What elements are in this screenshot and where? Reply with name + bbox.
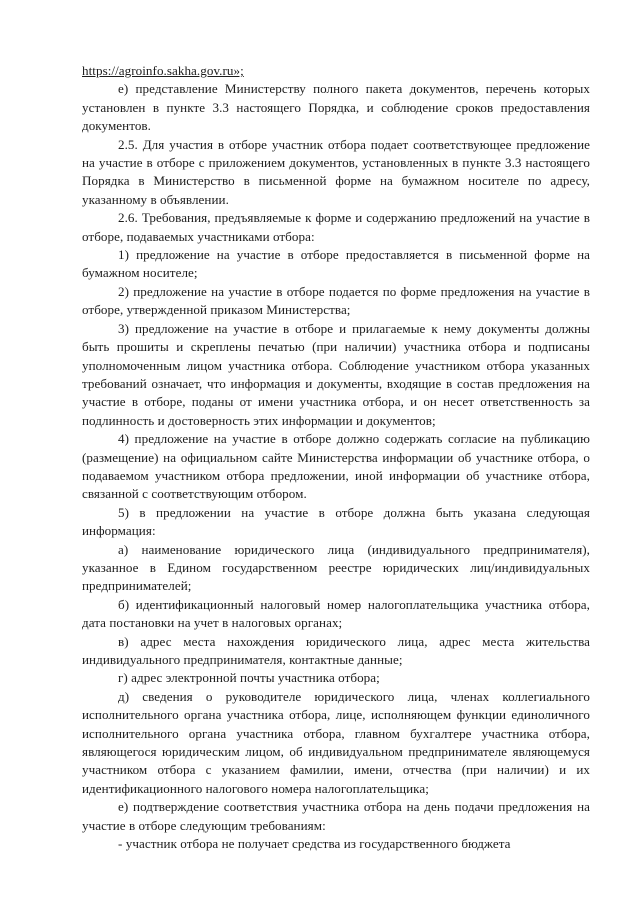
paragraph-info-b: б) идентификационный налоговый номер налогоплательщика участника отбора, дата постановки на учет в налоговых органах; xyxy=(82,596,590,631)
paragraph-requirement-dash: - участник отбора не получает средства из государственного бюджета xyxy=(118,836,511,852)
paragraph-info-v: в) адрес места нахождения юридического лица, адрес места жительства индивидуального предпринимателя, контактные данные; xyxy=(82,633,590,667)
paragraph-2-6: 2.6. Требования, предъявляемые к форме и содержанию предложений на участие в отборе, подаваемых участниками отбора: xyxy=(82,210,590,244)
paragraph-2-5: 2.5. Для участия в отборе участник отбора подает соответствующее предложение на участие в отборе с приложением документов, установленных в пункте 3.3 настоящего Порядка в Министерство в письменной форме на бумажном носителе по адресу, указанному в объявлении. xyxy=(82,136,590,207)
document-body xyxy=(82,62,590,853)
paragraph-req-1: 1) предложение на участие в отборе предоставляется в письменной форме на бумажном носителе; xyxy=(82,247,590,281)
paragraph-req-5: 5) в предложении на участие в отборе должна быть указана следующая информация: xyxy=(82,504,590,539)
paragraph-info-a: а) наименование юридического лица (индивидуального предпринимателя), указанное в Едином государственном реестре юридических лиц/индивидуальных предпринимателей; xyxy=(82,541,590,594)
paragraph-req-4: 4) предложение на участие в отборе должно содержать согласие на публикацию (размещение) на официальном сайте Министерства информации об участнике отбора, о подаваемом участником отбора предложении, иной информации об участнике отбора, связанной с соответствующим отбором. xyxy=(82,431,590,502)
paragraph-req-2: 2) предложение на участие в отборе подается по форме предложения на участие в отборе, утвержденной приказом Министерства; xyxy=(82,283,590,318)
paragraph-item-e-documents: е) представление Министерству полного пакета документов, перечень которых установлен в пункте 3.3 настоящего Порядка, и соблюдение сроков предоставления документов. xyxy=(82,81,590,134)
paragraph-info-d: д) сведения о руководителе юридического лица, членах коллегиального исполнительного органа участника отбора, лице, исполняющем функции единоличного исполнительного органа участника отбора, главном бухгалтере участника отбора, являющегося юридическим лицом, об индивидуальном предпринимателе являющемуся участником отбора с указанием фамилии, имени, отчества (при наличии) и их идентификационного налогового номера налогоплательщика; xyxy=(82,688,590,796)
paragraph-info-g: г) адрес электронной почты участника отбора; xyxy=(118,670,380,686)
paragraph-url-continuation: https://agroinfo.sakha.gov.ru»; xyxy=(82,63,244,78)
paragraph-req-3: 3) предложение на участие в отборе и прилагаемые к нему документы должны быть прошиты и скреплены печатью (при наличии) участника отбора и подписаны уполномоченным лицом участника отбора. Соблюдение участником отбора указанных требований означает, что информация и документы, входящие в состав предложения на участие в отборе, поданы от имени участника отбора, и он несет ответственность за подлинность и достоверность этих информации и документов; xyxy=(82,320,590,428)
paragraph-info-e: е) подтверждение соответствия участника отбора на день подачи предложения на участие в отборе следующим требованиям: xyxy=(82,799,590,833)
